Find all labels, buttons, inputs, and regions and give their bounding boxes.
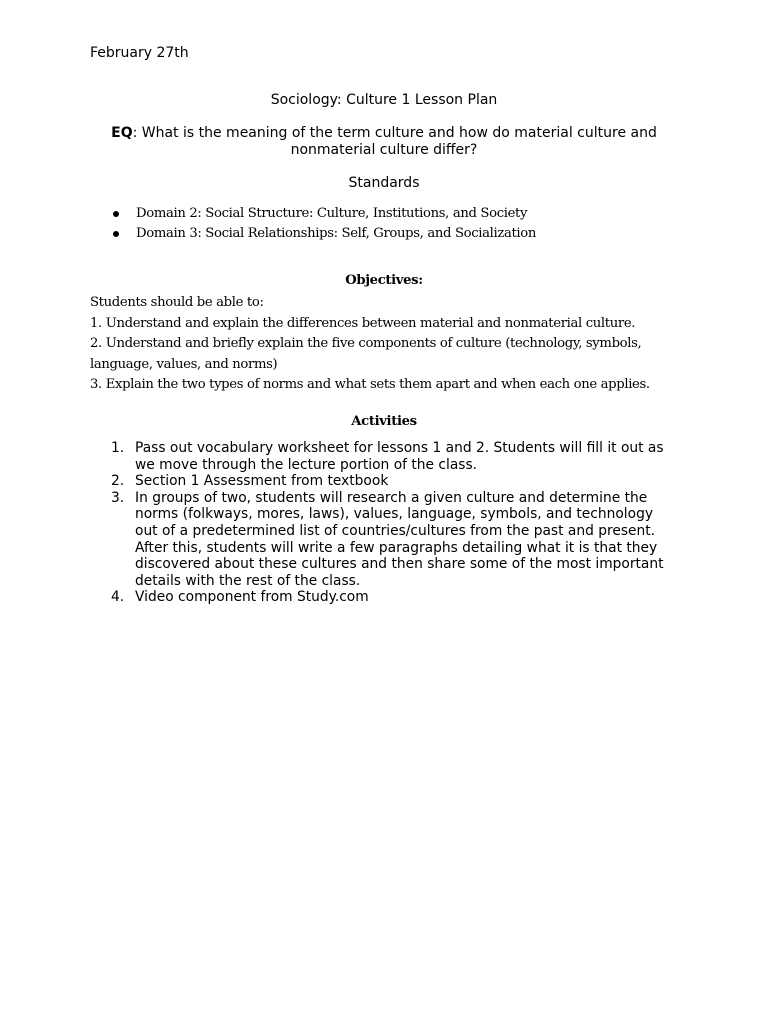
- list-item: [111, 589, 675, 606]
- standard-text: Domain 2: Social Structure: Culture, Institutions, and Society: [136, 206, 528, 221]
- activity-line: Video component from Study.com: [135, 589, 369, 606]
- objective-line: 1. Understand and explain the differences between material and nonmaterial culture.: [90, 315, 636, 331]
- essential-question-text-1: : What is the meaning of the term culture and how do material culture and: [132, 125, 657, 141]
- essential-question-label: EQ: [111, 125, 133, 141]
- objective-line: language, values, and norms): [90, 356, 278, 372]
- activity-number: 2.: [111, 473, 125, 490]
- objectives-body: [90, 293, 670, 396]
- activity-line: Pass out vocabulary worksheet for lessons 1 and 2. Students will fill it out as: [135, 440, 664, 456]
- standards-heading: Standards: [348, 175, 420, 191]
- activity-line: details with the rest of the class.: [135, 572, 361, 589]
- activity-line: After this, students will write a few paragraphs detailing what it is that they: [135, 539, 658, 556]
- list-item: [111, 473, 675, 490]
- activities-heading: Activities: [351, 414, 417, 429]
- essential-question-line-1: [100, 125, 668, 142]
- objectives-heading: Objectives:: [345, 273, 423, 288]
- page-title: Sociology: Culture 1 Lesson Plan: [270, 92, 498, 108]
- activity-line: discovered about these cultures and then share some of the most important: [135, 556, 664, 573]
- activity-line: norms (folkways, mores, laws), values, language, symbols, and technology: [135, 506, 653, 523]
- list-item: [136, 205, 536, 225]
- essential-question: [100, 125, 668, 159]
- activities-list: [111, 440, 675, 606]
- list-item: [136, 225, 536, 245]
- activity-line: we move through the lecture portion of the class.: [135, 456, 478, 473]
- activity-number: 4.: [111, 589, 125, 606]
- activity-number: 1.: [111, 440, 125, 456]
- list-item: [111, 489, 675, 590]
- document-date: February 27th: [90, 45, 189, 61]
- activity-line: Section 1 Assessment from textbook: [135, 473, 389, 490]
- activity-line: In groups of two, students will research a given culture and determine the: [135, 489, 648, 506]
- activity-number: 3.: [111, 489, 125, 506]
- list-item: [111, 440, 675, 473]
- objectives-intro: Students should be able to:: [90, 295, 264, 310]
- bullet-icon: [113, 211, 119, 217]
- standard-text: Domain 3: Social Relationships: Self, Groups, and Socialization: [136, 226, 537, 241]
- essential-question-text-2: nonmaterial culture differ?: [290, 142, 478, 158]
- standards-list: [136, 205, 536, 245]
- bullet-icon: [113, 231, 119, 237]
- activity-line: out of a predetermined list of countries/cultures from the past and present.: [135, 522, 656, 539]
- objective-line: 2. Understand and briefly explain the five components of culture (technology, symbols,: [90, 336, 642, 351]
- objective-line: 3. Explain the two types of norms and what sets them apart and when each one applies.: [90, 377, 650, 392]
